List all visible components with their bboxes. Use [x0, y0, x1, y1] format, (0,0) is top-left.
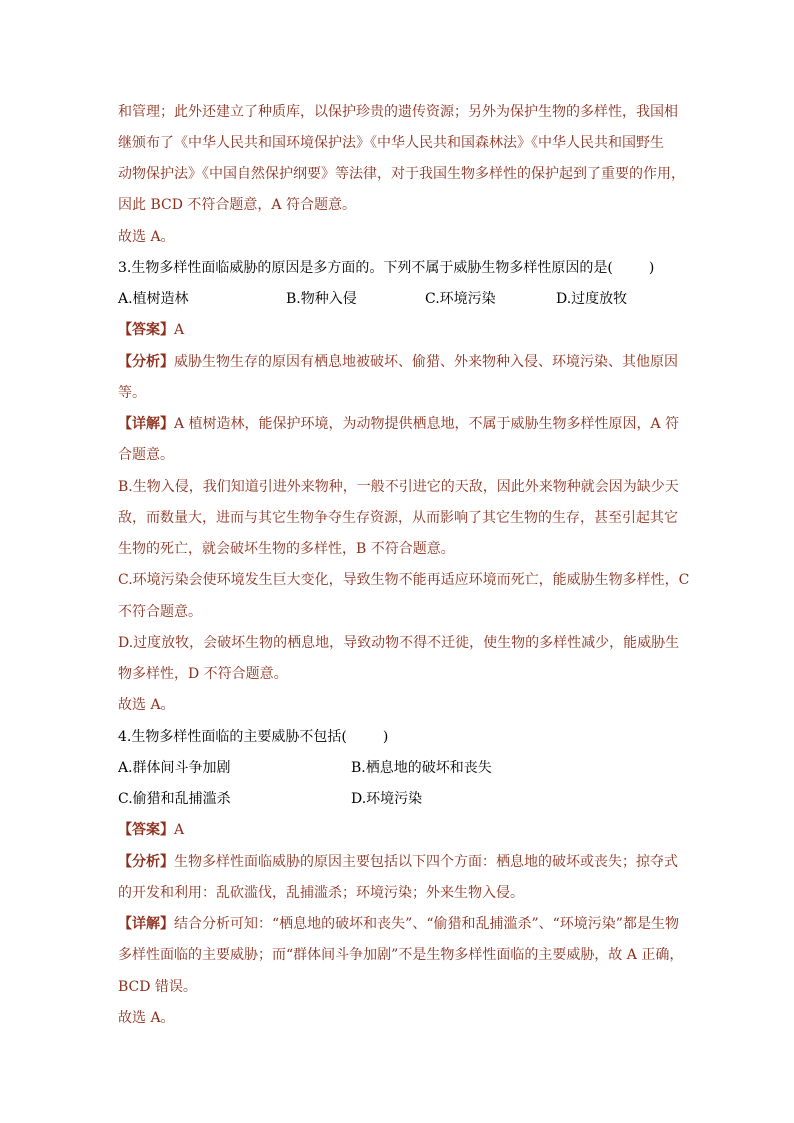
q4-option-d: D.环境污染: [351, 791, 423, 807]
q3-option-d: D.过度放牧: [556, 291, 628, 307]
q4-stem-close: ): [382, 729, 389, 745]
q3-analysis-cont: 等。: [118, 385, 146, 401]
analysis-tag: 【分析】: [118, 854, 174, 870]
q4-option-b: B.栖息地的破坏和丧失: [351, 760, 492, 776]
q3-detail-line: D.过度放牧，会破坏生物的栖息地，导致动物不得不迁徙，使生物的多样性减少，能威胁生: [118, 635, 680, 651]
q3-detail-line: 生物的死亡，就会破坏生物的多样性，B 不符合题意。: [118, 541, 455, 557]
answer-tag: 【答案】: [118, 822, 174, 838]
analysis-text: 威胁生物生存的原因有栖息地被破坏、偷猎、外来物种入侵、环境污染、其他原因: [174, 354, 678, 370]
detail-tag: 【详解】: [118, 916, 174, 932]
q4-analysis-cont: 的开发和利用：乱砍滥伐，乱捕滥杀；环境污染；外来生物入侵。: [118, 885, 524, 901]
q3-detail-line: 物多样性，D 不符合题意。: [118, 666, 288, 682]
answer-tag: 【答案】: [118, 322, 174, 338]
q4-choose: 故选 A。: [118, 1010, 175, 1026]
q3-option-a: A.植树造林: [118, 291, 189, 307]
analysis-text: 生物多样性面临威胁的原因主要包括以下四个方面：栖息地的破坏或丧失；掠夺式: [174, 854, 678, 870]
q3-choose: 故选 A。: [118, 697, 175, 713]
detail-tag: 【详解】: [118, 416, 174, 432]
q4-detail: [118, 915, 688, 933]
prev-text-line: 和管理；此外还建立了种质库，以保护珍贵的遗传资源；另外为保护生物的多样性，我国相: [118, 104, 678, 120]
q4-detail-line: 多样性面临的主要威胁；而“群体间斗争加剧”不是生物多样性面临的主要威胁，故 A 正确，: [118, 947, 684, 963]
q3-option-b: B.物种入侵: [286, 291, 357, 307]
q3-option-c: C.环境污染: [425, 291, 496, 307]
analysis-tag: 【分析】: [118, 354, 174, 370]
prev-text-line: 继颁布了《中华人民共和国环境保护法》《中华人民共和国森林法》《中华人民共和国野生: [118, 135, 664, 151]
detail-text: 结合分析可知：“栖息地的破坏和丧失”、“偷猎和乱捕滥杀”、“环境污染”都是生物: [174, 916, 679, 932]
q4-option-c: C.偷猎和乱捕滥杀: [118, 791, 231, 807]
detail-text: A 植树造林，能保护环境，为动物提供栖息地，不属于威胁生物多样性原因，A 符: [174, 416, 680, 432]
q4-answer: [118, 821, 688, 839]
q3-detail-line: 不符合题意。: [118, 604, 202, 620]
q4-stem: [118, 728, 688, 746]
prev-text-line: 因此 BCD 不符合题意，A 符合题意。: [118, 197, 356, 213]
q3-stem: [118, 259, 688, 277]
prev-choose: 故选 A。: [118, 229, 175, 245]
q4-option-a: A.群体间斗争加剧: [118, 760, 231, 776]
q3-detail-line: B.生物入侵，我们知道引进外来物种，一般不引进它的天敌，因此外来物种就会因为缺少天: [118, 479, 679, 495]
q3-detail-line: 敌，而数量大，进而与其它生物争夺生存资源，从而影响了其它生物的生存，甚至引起其它: [118, 510, 678, 526]
q3-answer: [118, 321, 688, 339]
q3-detail: [118, 415, 688, 433]
q3-detail-line: 合题意。: [118, 447, 174, 463]
answer-value: A: [174, 322, 185, 338]
q3-stem-close: ): [648, 260, 655, 276]
answer-value: A: [174, 822, 185, 838]
q4-analysis: [118, 853, 688, 871]
q3-detail-line: C.环境污染会使环境发生巨大变化，导致生物不能再适应环境而死亡，能威胁生物多样性，C: [118, 572, 690, 588]
q4-stem-text: 4.生物多样性面临的主要威胁不包括(: [118, 729, 347, 745]
q3-stem-text: 3.生物多样性面临威胁的原因是多方面的。下列不属于威胁生物多样性原因的是(: [118, 260, 613, 276]
prev-text-line: 动物保护法》《中国自然保护纲要》等法律，对于我国生物多样性的保护起到了重要的作用，: [118, 166, 685, 182]
q4-detail-line: BCD 错误。: [118, 979, 197, 995]
q3-analysis: [118, 353, 688, 371]
